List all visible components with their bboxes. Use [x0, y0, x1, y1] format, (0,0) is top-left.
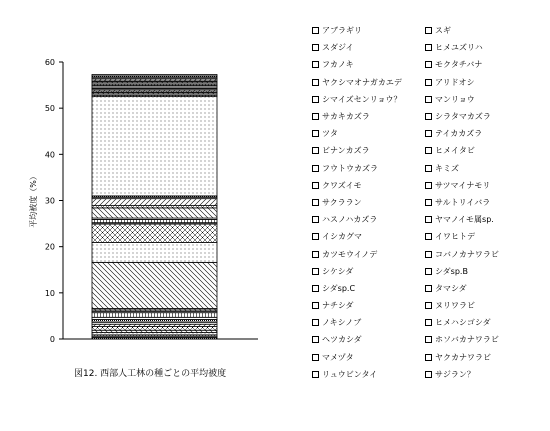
- legend-label: シラタマカズラ: [435, 112, 491, 122]
- legend-item: [425, 314, 548, 331]
- legend-label: アリドオシ: [435, 77, 475, 87]
- legend-label: テイカカズラ: [435, 129, 483, 139]
- legend-swatch: [425, 371, 432, 378]
- legend-label: スダジイ: [322, 43, 354, 53]
- legend-swatch: [425, 113, 432, 120]
- legend-swatch: [312, 199, 319, 206]
- legend-item: [425, 56, 548, 73]
- legend-item: [312, 160, 425, 177]
- bars-layer: [92, 74, 217, 339]
- legend-item: [425, 74, 548, 91]
- legend-item: [425, 245, 548, 262]
- legend-label: ヘツカシダ: [322, 335, 362, 345]
- legend-label: フウトウカズラ: [322, 163, 378, 173]
- figure-caption: 図12. 西部人工林の種ごとの平均被度: [74, 369, 227, 379]
- y-tick-label: 30: [44, 196, 55, 206]
- legend-swatch: [425, 199, 432, 206]
- legend-item: [312, 142, 425, 159]
- legend-item: [312, 125, 425, 142]
- y-tick-label: 50: [44, 104, 55, 114]
- legend-item: [312, 177, 425, 194]
- legend-item: [425, 211, 548, 228]
- legend-swatch: [312, 233, 319, 240]
- legend-swatch: [425, 216, 432, 223]
- y-tick-label: 60: [44, 58, 55, 67]
- bar-segment: [92, 313, 217, 318]
- legend-item: [425, 142, 548, 159]
- legend-item: [312, 245, 425, 262]
- legend-swatch: [425, 130, 432, 137]
- legend-item: [312, 194, 425, 211]
- legend-label: サツマイナモリ: [435, 180, 491, 190]
- legend-swatch: [312, 44, 319, 51]
- legend-swatch: [425, 319, 432, 326]
- legend-item: [312, 39, 425, 56]
- legend-swatch: [312, 285, 319, 292]
- legend-label: リュウビンタイ: [322, 369, 378, 379]
- legend-swatch: [425, 96, 432, 103]
- legend-item: [425, 366, 548, 383]
- legend-item: [425, 91, 548, 108]
- legend-item: [425, 194, 548, 211]
- legend-item: [312, 228, 425, 245]
- legend-swatch: [425, 233, 432, 240]
- legend-swatch: [425, 251, 432, 258]
- legend-label: モクタチバナ: [435, 60, 483, 70]
- legend-swatch: [425, 61, 432, 68]
- legend-swatch: [425, 354, 432, 361]
- legend-swatch: [425, 285, 432, 292]
- legend-label: ナチシダ: [322, 301, 354, 311]
- legend-swatch: [312, 147, 319, 154]
- legend-label: サルトリイバラ: [435, 197, 491, 207]
- legend-swatch: [312, 319, 319, 326]
- legend-label: ヤクシマオナガカエデ: [322, 77, 402, 87]
- legend-label: サクララン: [322, 197, 362, 207]
- legend-item: [312, 22, 425, 39]
- legend-label: サカキカズラ: [322, 112, 370, 122]
- bar-segment: [92, 219, 217, 222]
- legend-swatch: [425, 336, 432, 343]
- bar-segment: [92, 74, 217, 75]
- y-axis-label: 平均被度（%）: [29, 172, 38, 228]
- legend-item: [312, 108, 425, 125]
- legend-label: ヤマノイモ属sp.: [435, 215, 494, 225]
- legend-label: クワズイモ: [322, 180, 362, 190]
- legend-label: シケシダ: [322, 266, 354, 276]
- legend-label: マンリョウ: [435, 94, 475, 104]
- legend-item: [425, 280, 548, 297]
- bar-segment: [92, 208, 217, 218]
- legend-item: [425, 22, 548, 39]
- legend-label: コバノカナワラビ: [435, 249, 499, 259]
- legend-label: キミズ: [435, 163, 459, 173]
- legend-swatch: [312, 216, 319, 223]
- legend-label: イワヒトデ: [435, 232, 475, 242]
- y-tick-label: 10: [44, 288, 55, 298]
- legend-item: [312, 297, 425, 314]
- legend-label: ヌリワラビ: [435, 301, 475, 311]
- legend-item: [425, 297, 548, 314]
- legend-item: [312, 74, 425, 91]
- legend-item: [425, 125, 548, 142]
- legend-item: [312, 314, 425, 331]
- legend-item: [312, 349, 425, 366]
- legend-item: [425, 263, 548, 280]
- legend-swatch: [425, 44, 432, 51]
- y-tick-label: 40: [44, 150, 55, 160]
- legend-item: [312, 91, 425, 108]
- legend-item: [425, 108, 548, 125]
- legend-swatch: [312, 302, 319, 309]
- bar-segment: [92, 199, 217, 206]
- legend-label: シダsp.C: [322, 283, 356, 293]
- legend-swatch: [312, 371, 319, 378]
- legend-swatch: [312, 251, 319, 258]
- legend-swatch: [425, 182, 432, 189]
- legend-label: アブラギリ: [322, 26, 362, 36]
- legend-label: サジラン？: [435, 369, 475, 379]
- bar-segment: [92, 224, 217, 242]
- legend-item: [312, 263, 425, 280]
- legend-label: フカノキ: [322, 60, 354, 70]
- bar-segment: [92, 327, 217, 331]
- legend-label: ハスノハカズラ: [322, 215, 378, 225]
- legend-label: ツタ: [322, 129, 338, 139]
- legend-label: スギ: [435, 26, 451, 36]
- legend-item: [425, 39, 548, 56]
- legend-swatch: [425, 27, 432, 34]
- legend-swatch: [425, 302, 432, 309]
- y-tick-label: 0: [49, 335, 55, 344]
- legend-item: [312, 56, 425, 73]
- legend-swatch: [312, 61, 319, 68]
- legend-label: ビナンカズラ: [322, 146, 370, 156]
- legend-swatch: [312, 113, 319, 120]
- legend-swatch: [312, 165, 319, 172]
- y-tick-label: 20: [44, 242, 55, 252]
- legend-label: マメヅタ: [322, 352, 354, 362]
- legend-swatch: [425, 147, 432, 154]
- legend-item: [425, 349, 548, 366]
- legend-item: [312, 366, 425, 383]
- legend-item: [312, 280, 425, 297]
- legend-swatch: [425, 79, 432, 86]
- legend-item: [425, 228, 548, 245]
- legend-swatch: [312, 336, 319, 343]
- legend-label: ヒメイタビ: [435, 146, 475, 156]
- legend-item: [312, 331, 425, 348]
- legend-swatch: [312, 130, 319, 137]
- bar-segment: [92, 97, 217, 196]
- legend-swatch: [312, 79, 319, 86]
- legend-item: [312, 211, 425, 228]
- legend-label: ヒメハシゴシダ: [435, 318, 491, 328]
- legend-label: ヤクカナワラビ: [435, 352, 491, 362]
- legend-label: シマイズセンリョウ？: [322, 94, 402, 104]
- legend-label: ヒメユズリハ: [435, 43, 483, 53]
- legend-label: ホソバカナワラビ: [435, 335, 499, 345]
- legend-swatch: [312, 182, 319, 189]
- legend-item: [425, 160, 548, 177]
- legend-label: イシカグマ: [322, 232, 362, 242]
- legend-swatch: [425, 268, 432, 275]
- legend-swatch: [312, 354, 319, 361]
- legend-swatch: [312, 268, 319, 275]
- bar-segment: [92, 262, 217, 308]
- legend-item: [425, 177, 548, 194]
- legend-label: シダsp.B: [435, 266, 468, 276]
- legend-swatch: [425, 165, 432, 172]
- legend-label: カツモウイノデ: [322, 249, 378, 259]
- legend-label: タマシダ: [435, 283, 467, 293]
- bar-segment: [92, 243, 217, 263]
- legend-label: ノキシノブ: [322, 318, 362, 328]
- legend-swatch: [312, 27, 319, 34]
- legend: [312, 22, 548, 383]
- legend-swatch: [312, 96, 319, 103]
- legend-item: [425, 331, 548, 348]
